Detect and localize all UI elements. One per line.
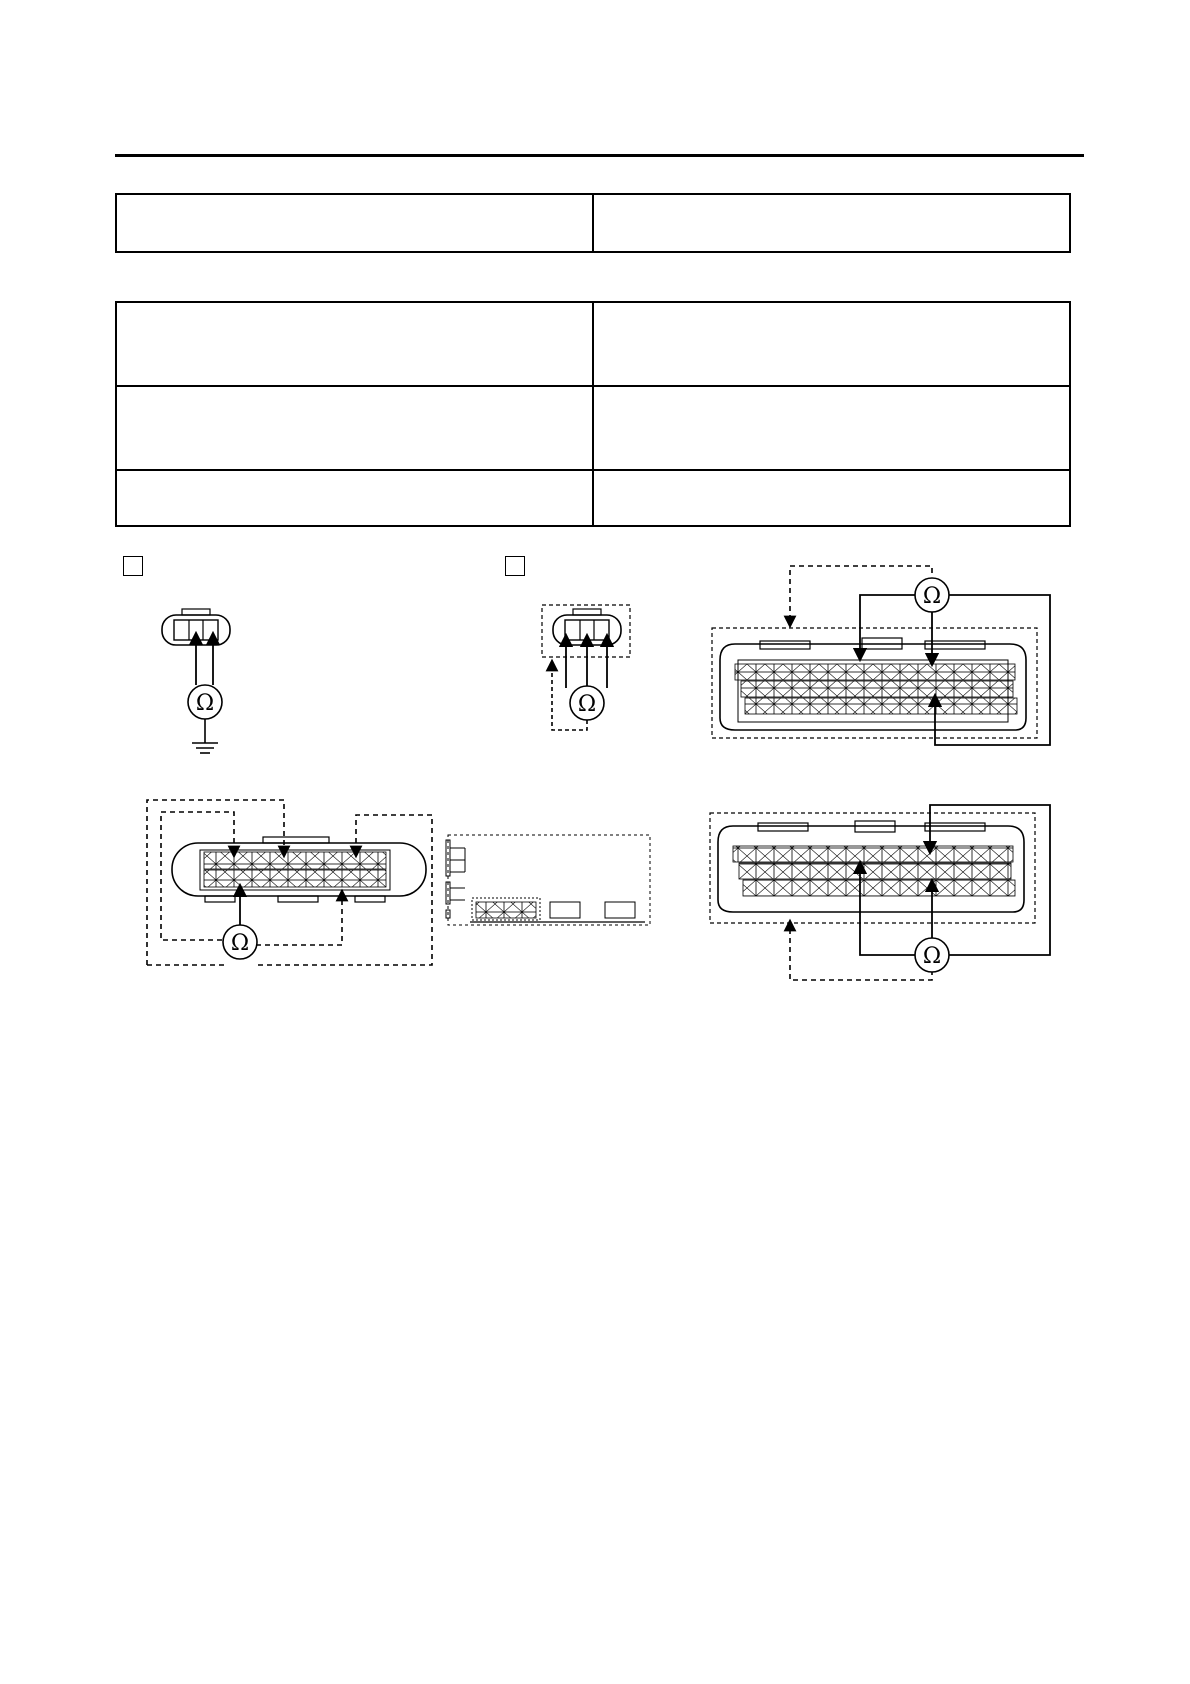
ecu-connector-upper <box>712 566 1050 745</box>
spec-table-top <box>115 193 1071 253</box>
ohm-symbol: Ω <box>922 944 942 969</box>
connector-long-2row <box>147 800 432 965</box>
table-cell <box>593 194 1070 252</box>
table-cell <box>116 302 593 386</box>
spec-table-bottom <box>115 301 1071 527</box>
table-cell <box>116 194 593 252</box>
table-cell <box>593 302 1070 386</box>
locator-sketch <box>446 835 650 925</box>
table-row <box>116 470 1070 526</box>
connector-3pin-boxed <box>542 605 630 730</box>
table-cell <box>593 470 1070 526</box>
table-cell <box>116 470 593 526</box>
table-row <box>116 302 1070 386</box>
ohm-symbol: Ω <box>922 584 942 609</box>
table-row <box>116 386 1070 470</box>
header-rule <box>115 154 1084 157</box>
ohm-symbol: Ω <box>230 931 250 956</box>
table-cell <box>116 386 593 470</box>
ohm-symbol: Ω <box>577 692 597 717</box>
ohm-symbol: Ω <box>195 691 215 716</box>
connector-3pin-ground <box>162 609 230 753</box>
connector-inspection-diagram <box>0 540 1190 1000</box>
table-cell <box>593 386 1070 470</box>
ecu-connector-lower <box>710 805 1050 980</box>
table-row <box>116 194 1070 252</box>
